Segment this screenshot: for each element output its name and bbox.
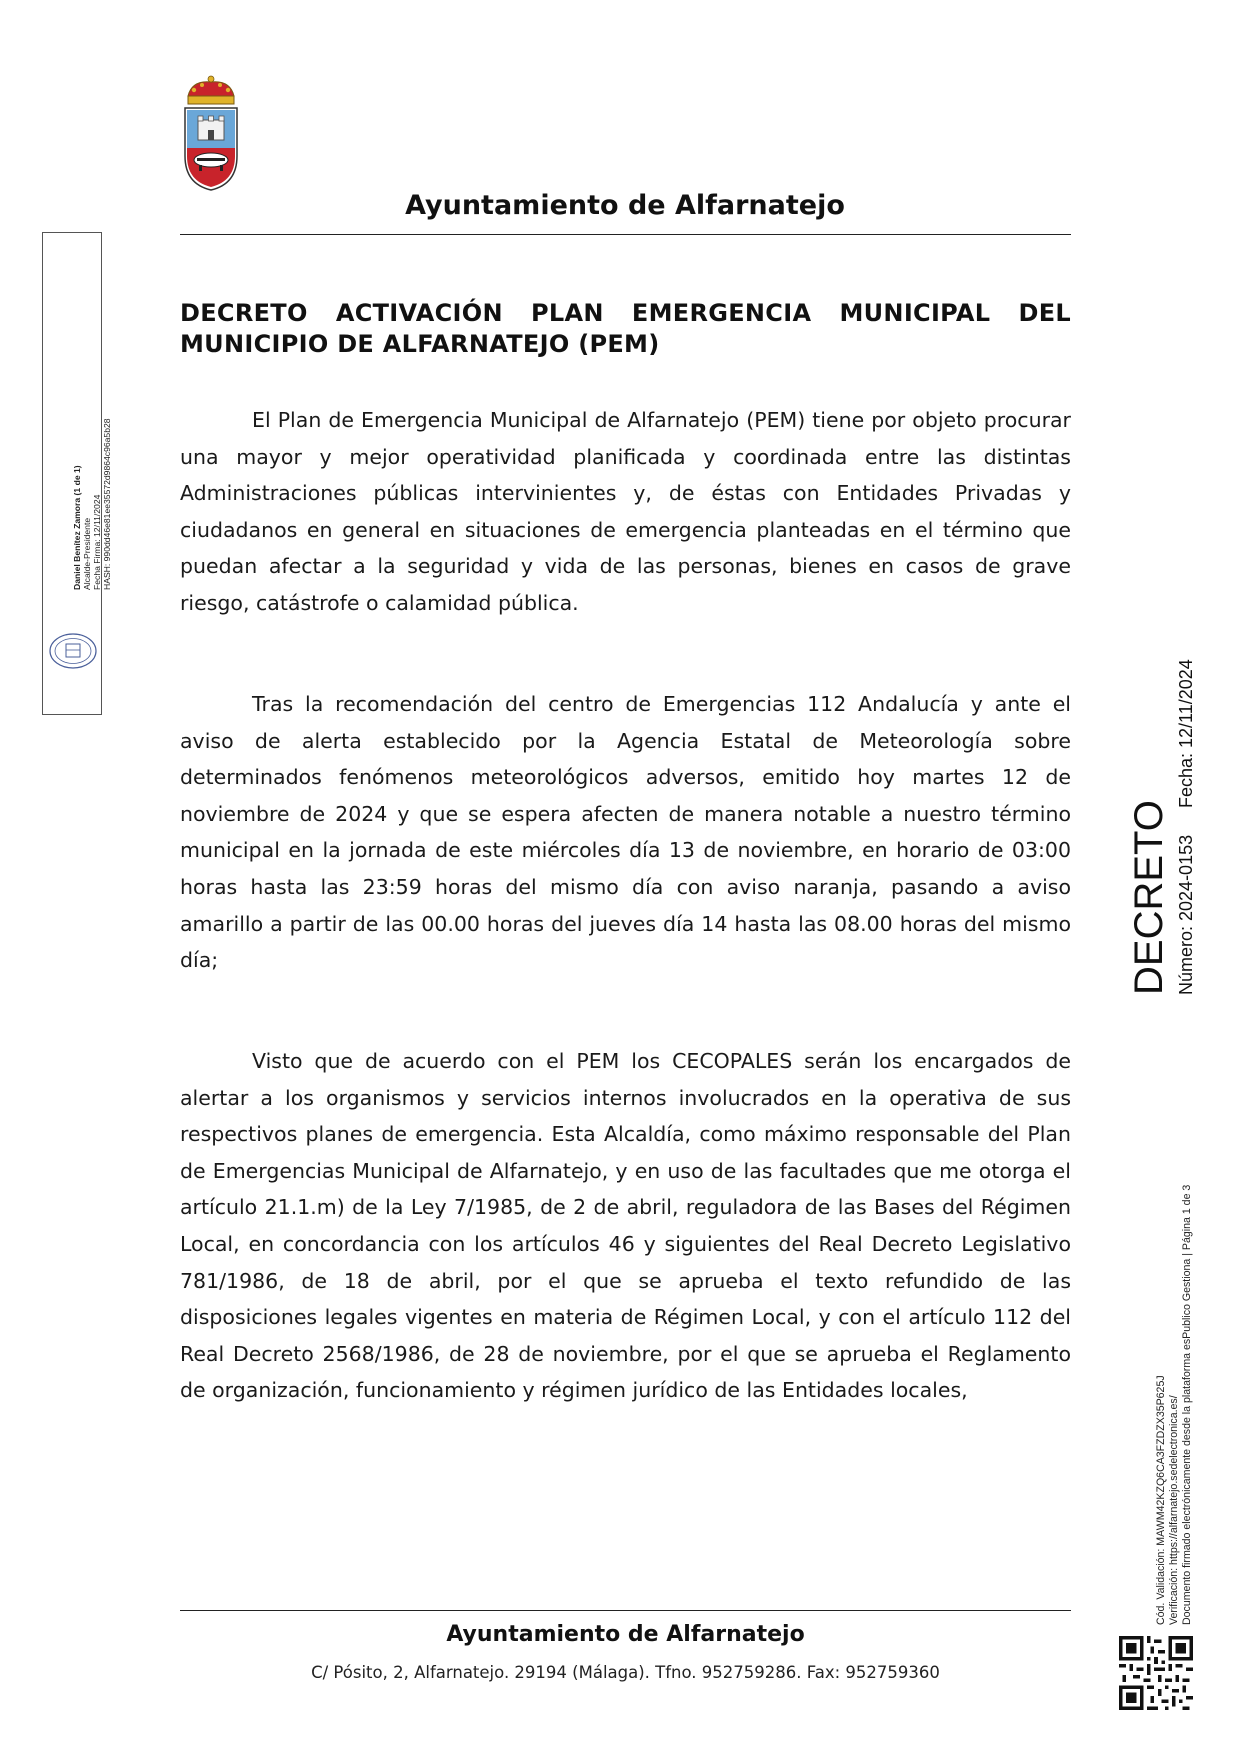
verification-block [1155,1185,1194,1625]
footer-organization-name: Ayuntamiento de Alfarnatejo [446,1622,805,1647]
paragraph-2: Tras la recomendación del centro de Emergencias 112 Andalucía y ante el aviso de alerta establecido por la Agencia Estatal de Meteorología sobre determinados fenómenos meteorológicos adversos, emitido hoy martes 12 de noviembre de 2024 y que se espera afecten de manera notable a nuestro término municipal en la jornada de este miércoles día 13 de noviembre, en horario de 03:00 horas hasta las 23:59 horas del mismo día con aviso naranja, pasando a aviso amarillo a partir de las 00.00 horas del jueves día 14 hasta las 08.00 horas del mismo día; [180,692,1071,973]
coat-of-arms-logo [180,74,242,192]
footer-address: C/ Pósito, 2, Alfarnatejo. 29194 (Málaga). Tfno. 952759286. Fax: 952759360 [311,1663,940,1682]
paragraph-3: Visto que de acuerdo con el PEM los CECOPALES serán los encargados de alertar a los organismos y servicios internos involucrados en la operativa de sus respectivos planes de emergencia. Esta Alcaldía, como máximo responsable del Plan de Emergencias Municipal de Alfarnatejo, y en uso de las facultades que me otorga el artículo 21.1.m) de la Ley 7/1985, de 2 de abril, reguladora de las Bases del Régimen Local, en concordancia con los artículos 46 y siguientes del Real Decreto Legislativo 781/1986, de 18 de abril, por el que se aprueba el texto refundido de las disposiciones legales vigentes en materia de Régimen Local, y con el artículo 112 del Real Decreto 2568/1986, de 28 de noviembre, por el que se aprueba el Reglamento de organización, funcionamiento y régimen jurídico de las Entidades locales, [180,1049,1071,1403]
qr-code-icon [1119,1636,1193,1710]
signature-details [72,350,112,590]
decree-number: Número: 2024-0153 [1176,834,1196,995]
signature-hash: HASH: 990dd46e81ee35572d9864c96a5b28 [102,418,112,590]
signer-name: Daniel Benítez Zamora (1 de 1) [72,465,82,590]
verification-url: Verificación: https://alfarnatejo.sedelectronica.es/ [1168,1395,1180,1625]
signature-platform-note: Documento firmado electrónicamente desde la plataforma esPublico Gestiona | Página 1 de 3 [1181,1184,1193,1625]
document-title: DECRETO ACTIVACIÓN PLAN EMERGENCIA MUNICIPAL DEL MUNICIPIO DE ALFARNATEJO (PEM) [180,299,1071,358]
decree-date: Fecha: 12/11/2024 [1176,659,1196,808]
validation-code: Cód. Validación: MAWM42KZQ6CA3FZDZX35P625J [1155,1375,1167,1625]
signer-role: Alcalde-Presidente [82,517,92,590]
paragraph-1: El Plan de Emergencia Municipal de Alfarnatejo (PEM) tiene por objeto procurar una mayor y mejor operatividad planificada y coordinada entre las distintas Administraciones públicas intervinientes y, de éstas con Entidades Privadas y ciudadanos en general en situaciones de emergencia planteadas en el término que puedan afectar a la seguridad y vida de las personas, bienes en casos de grave riesgo, catástrofe o calamidad pública. [180,408,1071,615]
signature-date: Fecha Firma: 12/11/2024 [92,494,102,590]
page-header-title: Ayuntamiento de Alfarnatejo [405,190,845,221]
decree-stamp-label: DECRETO [1127,800,1171,995]
seal-icon [48,632,98,670]
footer-divider [180,1610,1071,1611]
header-divider [180,234,1071,235]
